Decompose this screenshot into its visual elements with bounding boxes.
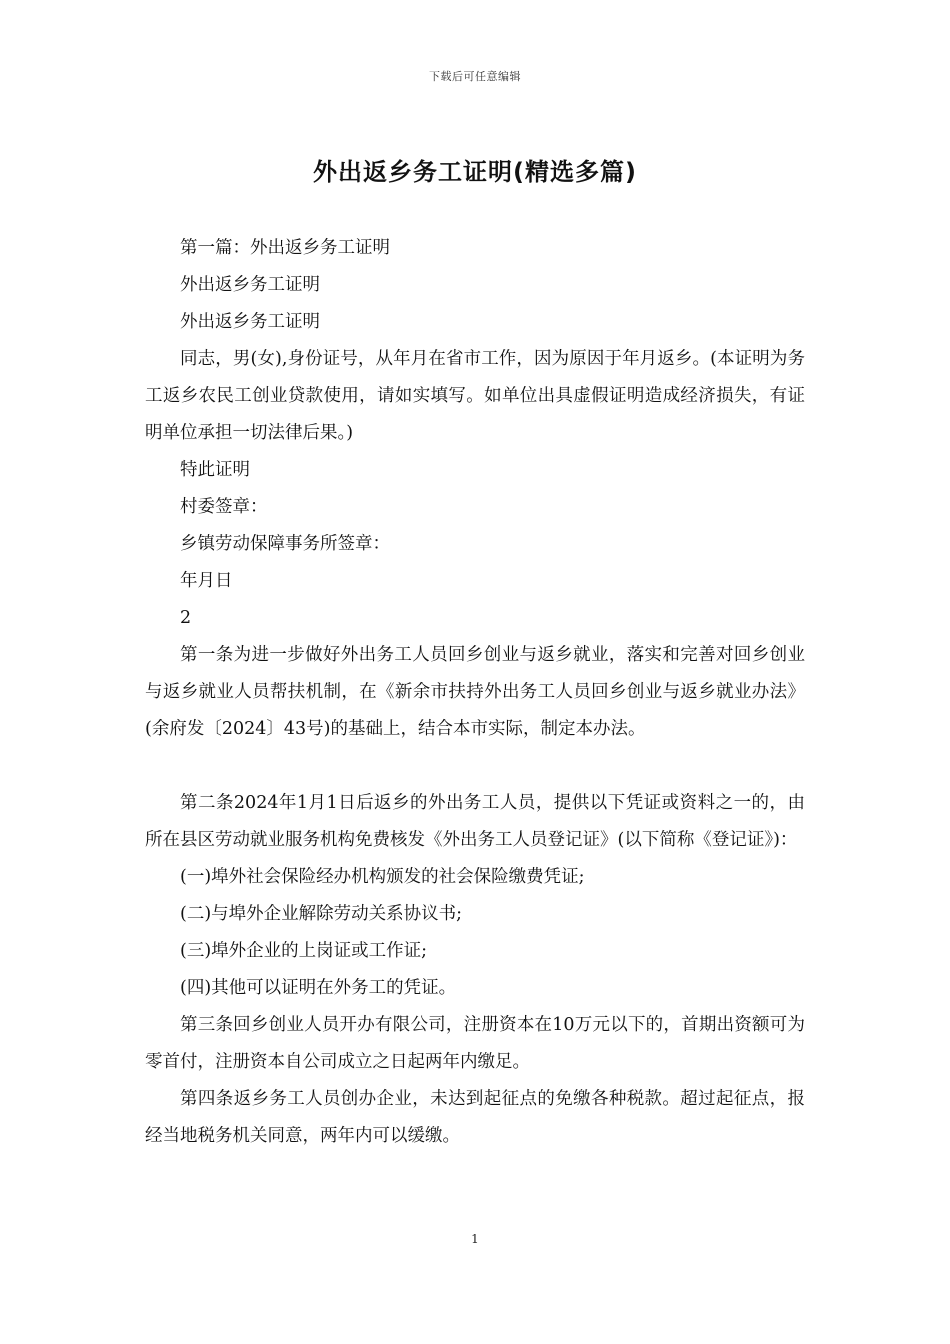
paragraph-article-2: 第二条2024年1月1日后返乡的外出务工人员，提供以下凭证或资料之一的，由所在县区劳动就业服务机构免费核发《外出务工人员登记证》(以下简称《登记证》)： xyxy=(145,793,805,850)
paragraph-section-heading: 第一篇：外出返乡务工证明 xyxy=(180,238,390,258)
paragraph-subtitle: 外出返乡务工证明 xyxy=(180,275,320,295)
list-item: (二)与埠外企业解除劳动关系协议书; xyxy=(180,904,463,924)
paragraph-certificate-body: 同志，男(女),身份证号，从年月在省市工作，因为原因于年月返乡。(本证明为务工返乡农民工创业贷款使用，请如实填写。如单位出具虚假证明造成经济损失，有证明单位承担一切法律后果。) xyxy=(145,349,805,443)
list-item: (四)其他可以证明在外务工的凭证。 xyxy=(180,978,457,998)
paragraph-article-1: 第一条为进一步做好外出务工人员回乡创业与返乡就业，落实和完善对回乡创业与返乡就业人员帮扶机制，在《新余市扶持外出务工人员回乡创业与返乡就业办法》(余府发〔2024〕43号)的基础上，结合本市实际，制定本办法。 xyxy=(145,645,805,739)
page-number: 1 xyxy=(471,1232,479,1246)
paragraph-certificate-title: 外出返乡务工证明 xyxy=(180,312,320,332)
list-item: (三)埠外企业的上岗证或工作证; xyxy=(180,941,428,961)
paragraph-article-3: 第三条回乡创业人员开办有限公司，注册资本在10万元以下的，首期出资额可为零首付，注册资本自公司成立之日起两年内缴足。 xyxy=(145,1015,805,1072)
paragraph-village-seal: 村委签章： xyxy=(180,497,268,517)
document-body xyxy=(145,230,805,1155)
paragraph-hereby-certify: 特此证明 xyxy=(180,460,250,480)
list-item: (一)埠外社会保险经办机构颁发的社会保险缴费凭证; xyxy=(180,867,585,887)
paragraph-number: 2 xyxy=(180,608,192,628)
paragraph-article-4: 第四条返乡务工人员创办企业，未达到起征点的免缴各种税款。超过起征点，报经当地税务机关同意，两年内可以缓缴。 xyxy=(145,1089,805,1146)
paragraph-date: 年月日 xyxy=(180,571,233,591)
paragraph-labor-office-seal: 乡镇劳动保障事务所签章： xyxy=(180,534,390,554)
document-title: 外出返乡务工证明(精选多篇) xyxy=(313,158,637,186)
header-note: 下载后可任意编辑 xyxy=(429,70,521,83)
